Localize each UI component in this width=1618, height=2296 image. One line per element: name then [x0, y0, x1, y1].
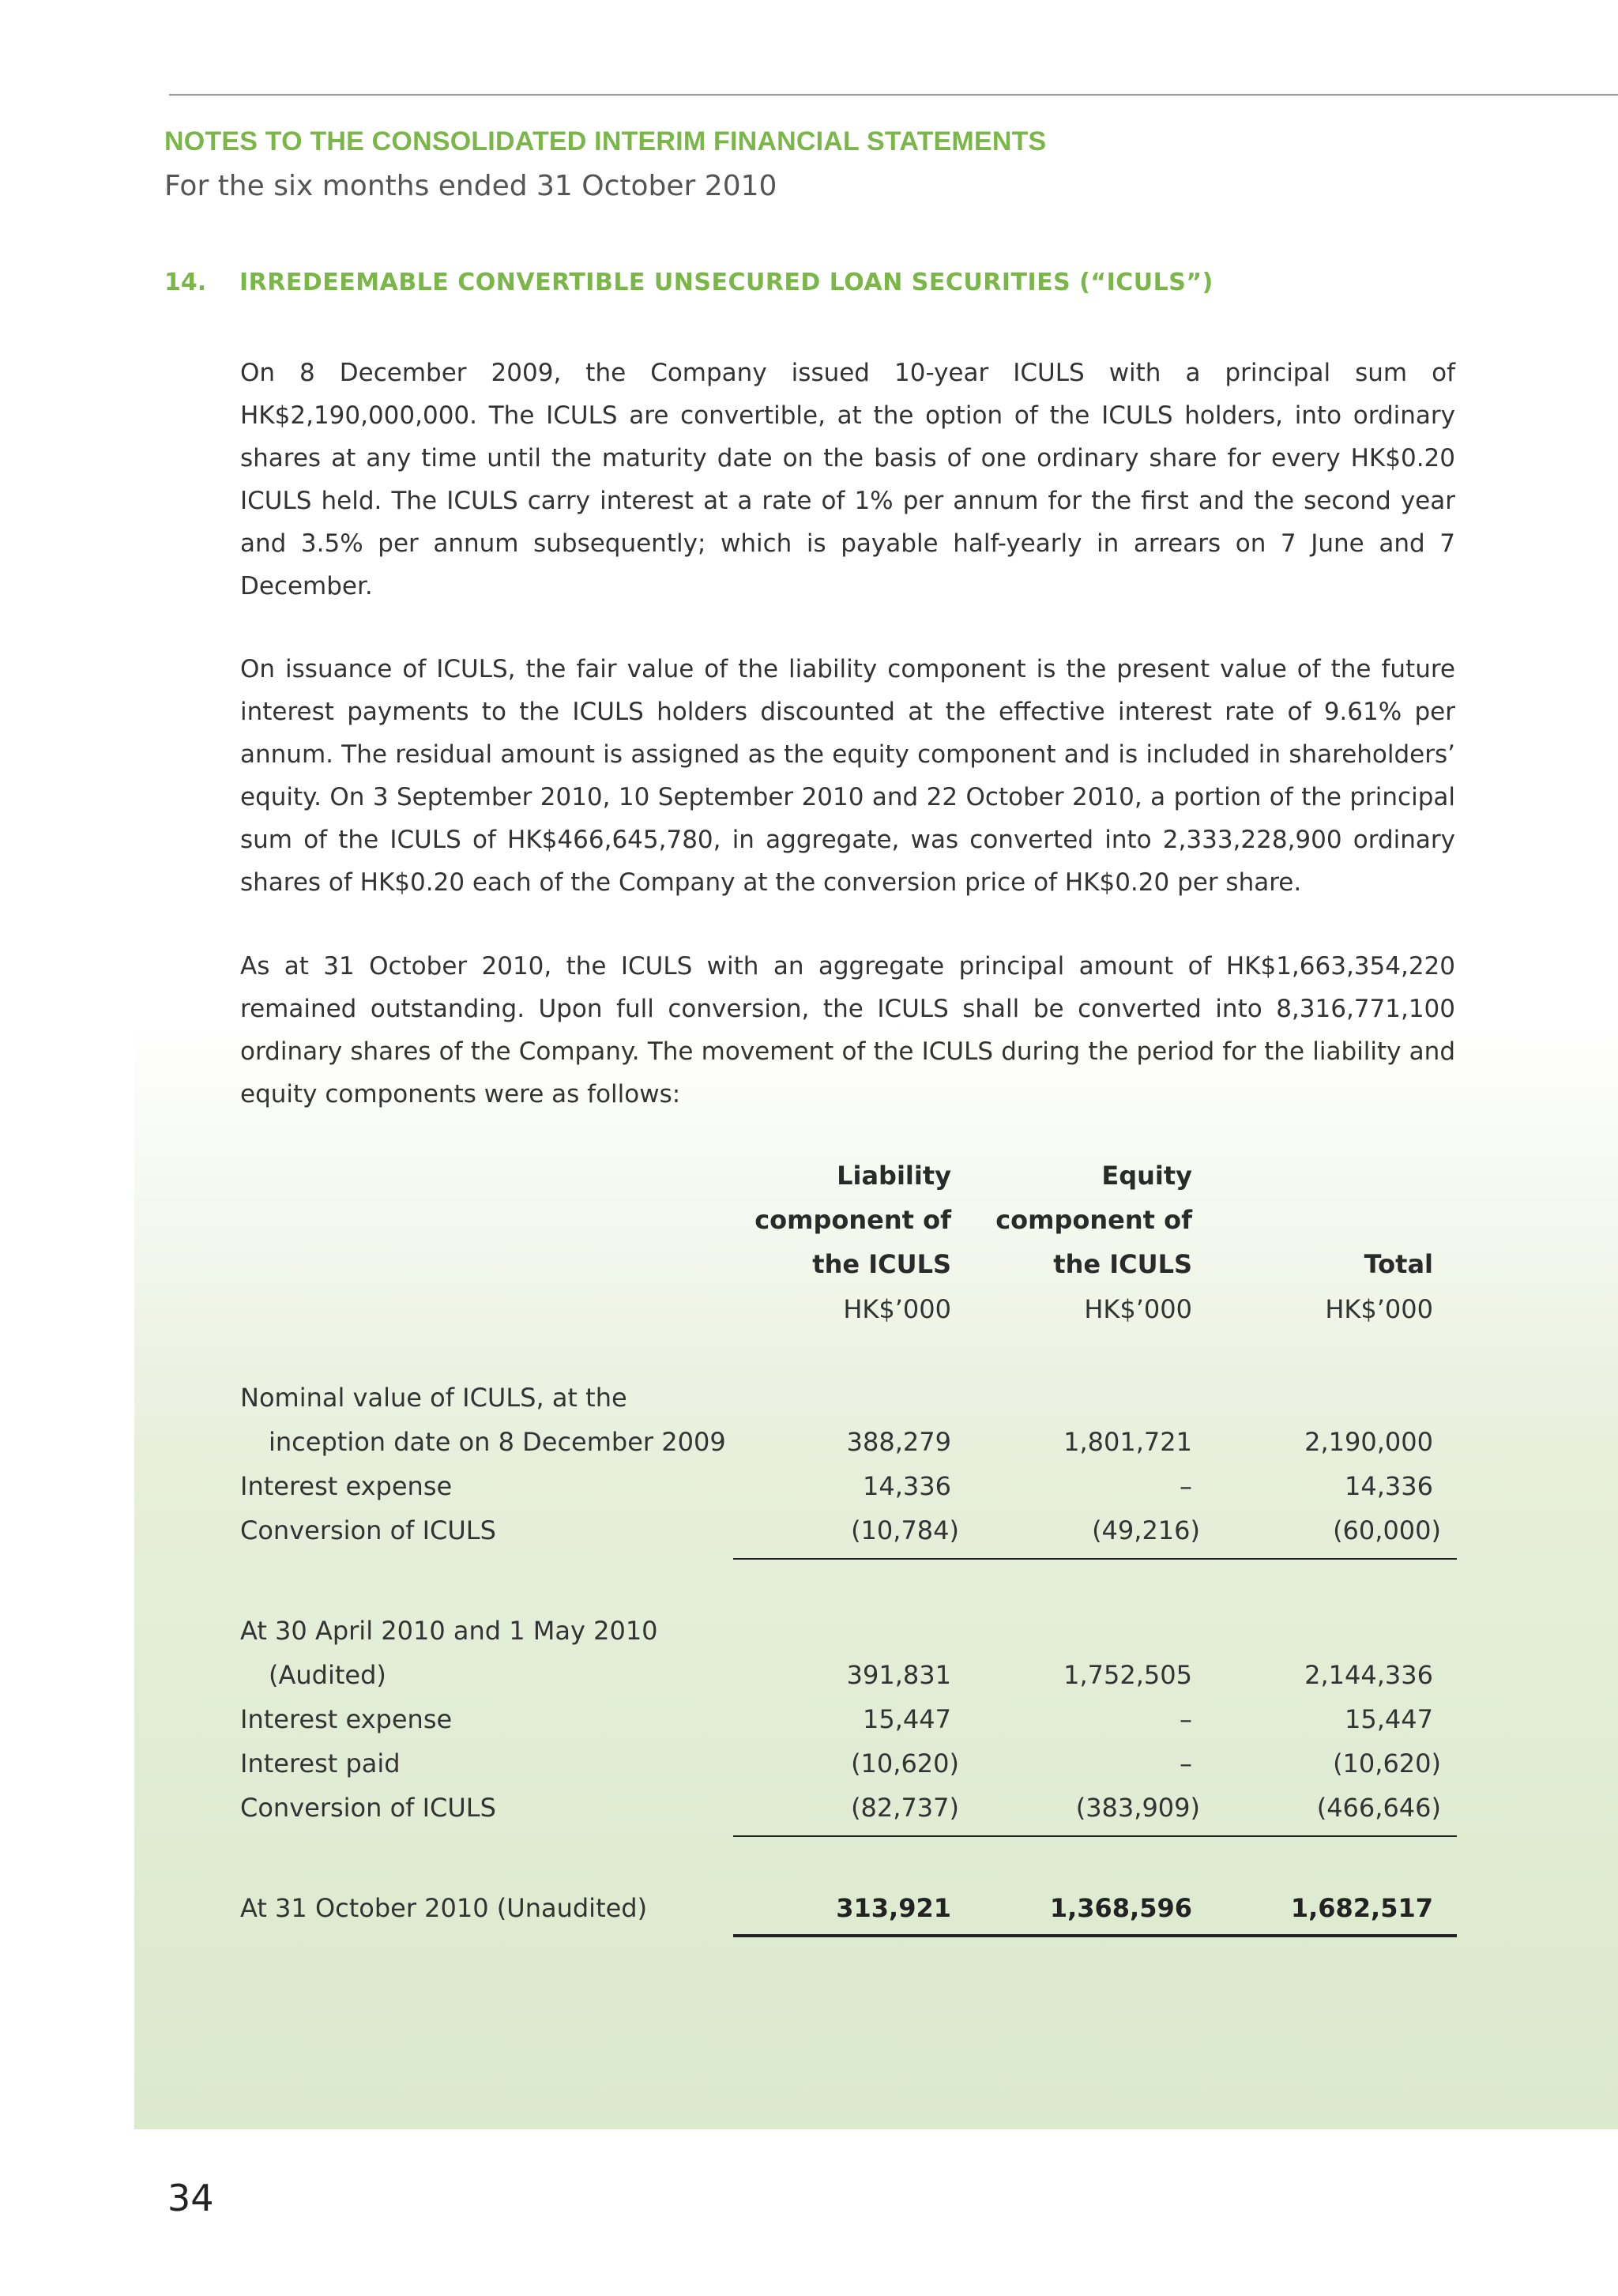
header-liability-line1: Liability	[837, 1161, 951, 1191]
liability-value: (10,620)	[851, 1748, 959, 1778]
table-row	[240, 1383, 1457, 1427]
row-label: Interest expense	[240, 1704, 453, 1734]
liability-value: (10,784)	[851, 1515, 959, 1545]
section-number: 14.	[164, 269, 207, 296]
table-row	[240, 1471, 1457, 1515]
total-value: 2,144,336	[1304, 1660, 1433, 1690]
table-row	[240, 1660, 1457, 1704]
header-equity-unit: HK$’000	[1084, 1294, 1192, 1324]
total-rule	[733, 1934, 1457, 1937]
row-label: At 31 October 2010 (Unaudited)	[240, 1893, 648, 1923]
row-label: Conversion of ICULS	[240, 1515, 496, 1545]
subtotal-rule	[733, 1558, 1457, 1560]
equity-value: –	[1180, 1748, 1192, 1778]
header-total: Total	[1364, 1249, 1433, 1279]
header-liability-line2: component of	[754, 1205, 951, 1235]
page-number: 34	[167, 2177, 214, 2219]
paragraph-2: On issuance of ICULS, the fair value of the liability component is the present value of the future interest payments to the ICULS holders discounted at the effective interest rate of 9.61% per annum. The residual amount is assigned as the equity component and is included in shareholders’ equity. On 3 September 2010, 10 September 2010 and 22 October 2010, a portion of the principal sum of the ICULS of HK$466,645,780, in aggregate, was converted into 2,333,228,900 ordinary shares of HK$0.20 each of the Company at the conversion price of HK$0.20 per share.	[240, 655, 1455, 897]
top-rule	[169, 94, 1618, 96]
equity-value: –	[1180, 1471, 1192, 1501]
liability-value: 313,921	[836, 1893, 951, 1923]
total-value: (60,000)	[1333, 1515, 1441, 1545]
header-equity-line2: component of	[995, 1205, 1192, 1235]
total-value: 2,190,000	[1304, 1427, 1433, 1457]
paragraph-3: As at 31 October 2010, the ICULS with an aggregate principal amount of HK$1,663,354,220 remained outstanding. Upon full conversion, the ICULS shall be converted into 8,316,771,100 ordinary shares of the Company. The movement of the ICULS during the period for the liability and equity components were as follows:	[240, 952, 1455, 1108]
liability-value: 388,279	[846, 1427, 951, 1457]
table-row	[240, 1616, 1457, 1660]
equity-value: –	[1180, 1704, 1192, 1734]
row-label: Interest paid	[240, 1748, 401, 1778]
row-label: (Audited)	[269, 1660, 386, 1690]
total-value: 1,682,517	[1290, 1893, 1433, 1923]
equity-value: 1,752,505	[1063, 1660, 1192, 1690]
section-title: IRREDEEMABLE CONVERTIBLE UNSECURED LOAN SECURITIES (“ICULS”)	[239, 269, 1214, 296]
total-value: (466,646)	[1316, 1793, 1441, 1823]
row-label: Conversion of ICULS	[240, 1793, 496, 1823]
equity-value: (49,216)	[1092, 1515, 1200, 1545]
header-total-unit: HK$’000	[1325, 1294, 1433, 1324]
liability-value: 14,336	[863, 1471, 951, 1501]
total-value: 15,447	[1345, 1704, 1433, 1734]
liability-value: 15,447	[863, 1704, 951, 1734]
total-value: 14,336	[1345, 1471, 1433, 1501]
table-row	[240, 1793, 1457, 1837]
liability-value: (82,737)	[851, 1793, 959, 1823]
subtotal-rule	[733, 1835, 1457, 1837]
table-row	[240, 1704, 1457, 1748]
table-row	[240, 1748, 1457, 1793]
liability-value: 391,831	[846, 1660, 951, 1690]
page-subtitle: For the six months ended 31 October 2010	[164, 170, 777, 202]
table-row-closing-balance	[240, 1893, 1457, 1937]
equity-value: 1,368,596	[1049, 1893, 1192, 1923]
row-label: Nominal value of ICULS, at the	[240, 1383, 627, 1413]
table-row	[240, 1427, 1457, 1471]
equity-value: (383,909)	[1075, 1793, 1200, 1823]
total-value: (10,620)	[1333, 1748, 1441, 1778]
equity-value: 1,801,721	[1063, 1427, 1192, 1457]
header-equity-line1: Equity	[1101, 1161, 1192, 1191]
row-label: inception date on 8 December 2009	[269, 1427, 726, 1457]
row-label: Interest expense	[240, 1471, 453, 1501]
page-title: NOTES TO THE CONSOLIDATED INTERIM FINANCIAL STATEMENTS	[164, 126, 1047, 156]
paragraph-1: On 8 December 2009, the Company issued 10-year ICULS with a principal sum of HK$2,190,000,000. The ICULS are convertible, at the option of the ICULS holders, into ordinary shares at any time until the maturity date on the basis of one ordinary share for every HK$0.20 ICULS held. The ICULS carry interest at a rate of 1% per annum for the first and the second year and 3.5% per annum subsequently; which is payable half-yearly in arrears on 7 June and 7 December.	[240, 359, 1455, 600]
header-equity-line3: the ICULS	[1053, 1249, 1192, 1279]
header-liability-unit: HK$’000	[843, 1294, 951, 1324]
row-label: At 30 April 2010 and 1 May 2010	[240, 1616, 658, 1646]
header-liability-line3: the ICULS	[812, 1249, 951, 1279]
table-row	[240, 1515, 1457, 1560]
